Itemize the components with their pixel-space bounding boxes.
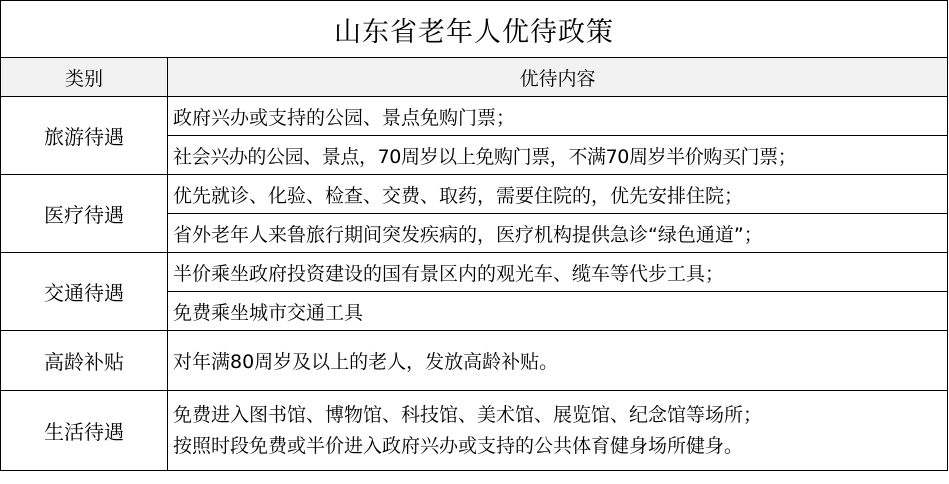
policy-item: 免费乘坐城市交通工具 bbox=[168, 292, 948, 331]
policy-item-line: 免费进入图书馆、博物馆、科技馆、美术馆、展览馆、纪念馆等场所； bbox=[173, 403, 763, 426]
table-title: 山东省老年人优待政策 bbox=[1, 1, 948, 58]
category-cell-transport: 交通待遇 bbox=[1, 253, 168, 331]
table-row-medical bbox=[1, 175, 948, 214]
header-row bbox=[1, 58, 948, 97]
category-cell-tourism: 旅游待遇 bbox=[1, 97, 168, 175]
category-cell-living: 生活待遇 bbox=[1, 391, 168, 471]
policy-item: 优先就诊、化验、检查、交费、取药，需要住院的，优先安排住院； bbox=[168, 175, 948, 214]
policy-item: 省外老年人来鲁旅行期间突发疾病的，医疗机构提供急诊“绿色通道”； bbox=[168, 214, 948, 253]
policy-item-line: 按照时段免费或半价进入政府兴办或支持的公共体育健身场所健身。 bbox=[173, 434, 744, 457]
policy-item: 对年满80周岁及以上的老人，发放高龄补贴。 bbox=[168, 331, 948, 391]
policy-item: 政府兴办或支持的公园、景点免购门票； bbox=[168, 97, 948, 136]
policy-item: 半价乘坐政府投资建设的国有景区内的观光车、缆车等代步工具； bbox=[168, 253, 948, 292]
title-row bbox=[1, 1, 948, 58]
table-row-transport bbox=[1, 253, 948, 292]
header-category: 类别 bbox=[1, 58, 168, 97]
category-cell-elderly-subsidy: 高龄补贴 bbox=[1, 331, 168, 391]
table-row-elderly-subsidy bbox=[1, 331, 948, 391]
policy-item: 社会兴办的公园、景点，70周岁以上免购门票，不满70周岁半价购买门票； bbox=[168, 136, 948, 175]
category-cell-medical: 医疗待遇 bbox=[1, 175, 168, 253]
policy-item-multi bbox=[168, 391, 948, 471]
table-row-living bbox=[1, 391, 948, 471]
table-row-tourism bbox=[1, 97, 948, 136]
header-content: 优待内容 bbox=[168, 58, 948, 97]
